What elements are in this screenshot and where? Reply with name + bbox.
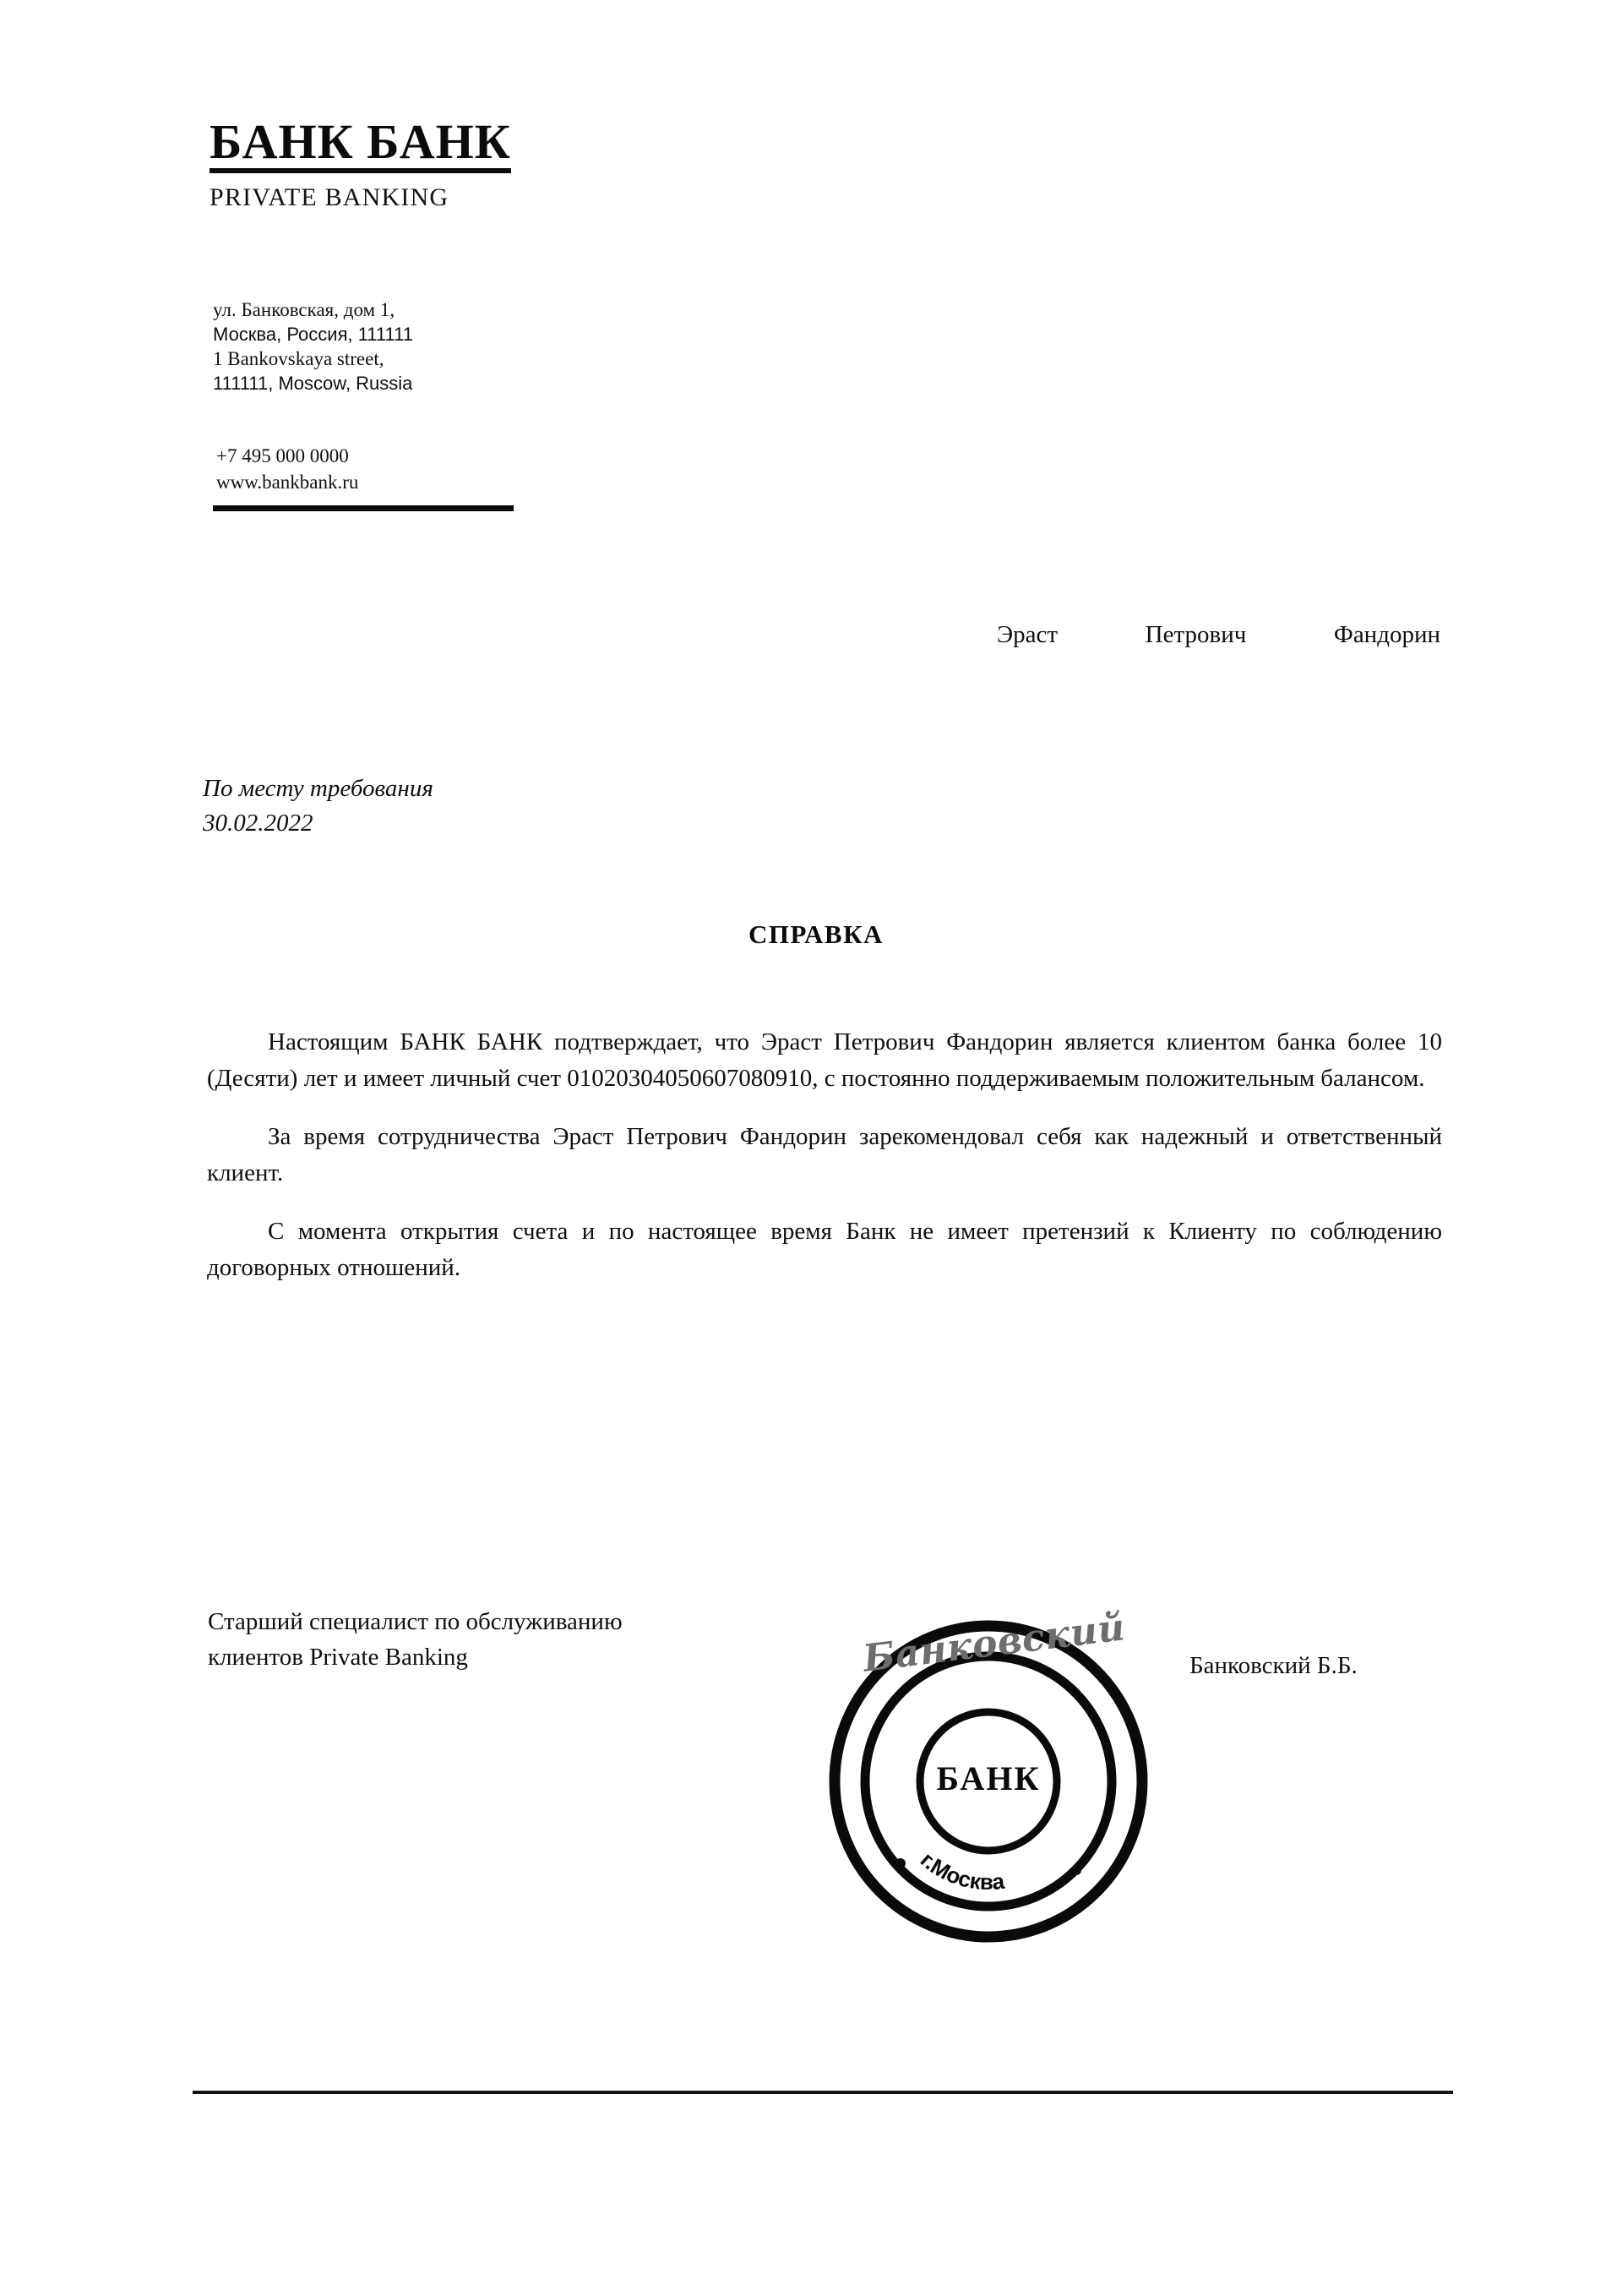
letterhead-divider bbox=[213, 505, 514, 511]
body-paragraph-3: С момента открытия счета и по настоящее время Банк не имеет претензий к Клиенту по соблюдению договорных отношений. bbox=[207, 1217, 1442, 1281]
stamp-bottom-text-path: г.Москва bbox=[915, 1846, 1006, 1895]
stamp-center-text: БАНК bbox=[936, 1759, 1041, 1797]
signer-position bbox=[208, 1605, 799, 1676]
address-line-1: ул. Банковская, дом 1, bbox=[213, 299, 395, 320]
handwritten-signature: Банковский bbox=[860, 1606, 1128, 1681]
body-paragraph-1: Настоящим БАНК БАНК подтверждает, что Эраст Петрович Фандорин является клиентом банка более 10 (Десяти) лет и имеет личный счет 01020304050607080910, с постоянно поддерживаемым положительным балансом. bbox=[207, 1028, 1442, 1092]
signer-position-line-2: клиентов Private Banking bbox=[208, 1643, 468, 1671]
body-paragraph-2: За время сотрудничества Эраст Петрович Фандорин зарекомендовал себя как надежный и ответственный клиент. bbox=[207, 1122, 1442, 1186]
bank-phone: +7 495 000 0000 bbox=[216, 445, 349, 466]
document-date: 30.02.2022 bbox=[203, 809, 313, 837]
place-and-date-block bbox=[203, 772, 433, 840]
address-line-4: 111111, Moscow, Russia bbox=[213, 373, 413, 395]
letterhead bbox=[210, 114, 801, 212]
place-of-requirement: По месту требования bbox=[203, 775, 433, 802]
address-line-2: Москва, Россия, 111111 bbox=[213, 323, 413, 345]
document-title: СПРАВКА bbox=[748, 919, 884, 949]
bank-logo-name: БАНК БАНК bbox=[210, 117, 511, 173]
signer-name: Банковский Б.Б. bbox=[1189, 1652, 1358, 1679]
bank-address-block bbox=[213, 297, 754, 396]
bank-logo-tagline: PRIVATE BANKING bbox=[210, 183, 449, 212]
signer-position-line-1: Старший специалист по обслуживанию bbox=[208, 1608, 623, 1635]
document-body bbox=[207, 1024, 1442, 1285]
bank-contact-block bbox=[216, 444, 757, 496]
address-line-3: 1 Bankovskaya street, bbox=[213, 348, 384, 370]
footer-divider bbox=[193, 2091, 1453, 2094]
bank-website: www.bankbank.ru bbox=[216, 471, 359, 493]
recipient-name: Эраст Петрович Фандорин bbox=[997, 621, 1440, 648]
